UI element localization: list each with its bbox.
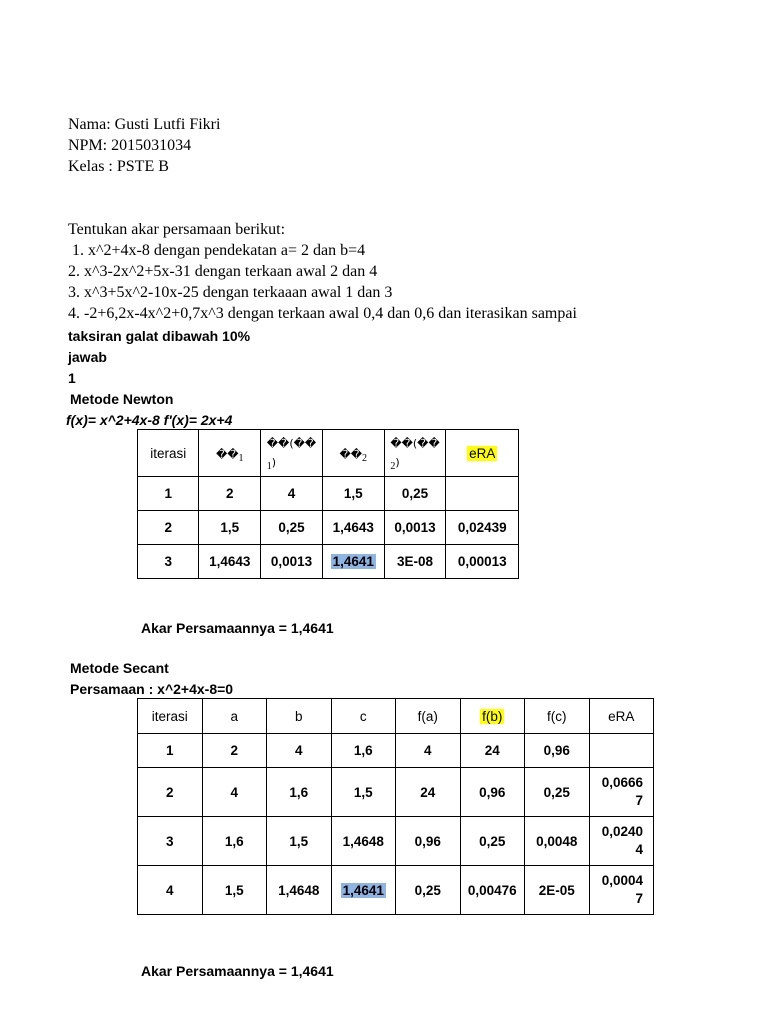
table-cell: 0,00476 bbox=[460, 866, 525, 915]
table-row bbox=[138, 866, 654, 915]
task-item-2: 2. x^3-2x^2+5x-31 dengan terkaan awal 2 dan 4 bbox=[68, 263, 378, 280]
table-row bbox=[138, 545, 519, 579]
header-era: eRA bbox=[589, 699, 654, 734]
table-row bbox=[138, 768, 654, 817]
table-cell: 1,5 bbox=[199, 511, 261, 545]
student-class: Kelas : PSTE B bbox=[68, 158, 169, 175]
task-item-4-continued: taksiran galat dibawah 10% bbox=[68, 328, 251, 344]
secant-header-row bbox=[138, 699, 654, 734]
header-f-x2: ��(�� $_2$) bbox=[384, 430, 446, 477]
table-cell: 4 bbox=[396, 734, 461, 768]
table-cell: 1 bbox=[138, 734, 203, 768]
newton-title: Metode Newton bbox=[70, 391, 174, 407]
secant-table bbox=[137, 698, 654, 915]
table-cell: 1,4648 bbox=[267, 866, 332, 915]
table-cell: 0,0048 bbox=[525, 817, 590, 866]
table-cell: 0,25 bbox=[525, 768, 590, 817]
table-cell: 0,96 bbox=[460, 768, 525, 817]
table-cell: 0,00047 bbox=[589, 866, 654, 915]
table-cell: 24 bbox=[396, 768, 461, 817]
table-row bbox=[138, 734, 654, 768]
table-cell: 0,02439 bbox=[446, 511, 519, 545]
header-fc: f(c) bbox=[525, 699, 590, 734]
table-cell: 1,6 bbox=[202, 817, 267, 866]
root-highlight: 1,4641 bbox=[332, 554, 374, 569]
root-highlight: 1,4641 bbox=[342, 882, 384, 898]
header-fa: f(a) bbox=[396, 699, 461, 734]
table-row bbox=[138, 477, 519, 511]
table-cell bbox=[446, 477, 519, 511]
table-cell: 2 bbox=[138, 511, 199, 545]
table-cell: 0,0013 bbox=[261, 545, 323, 579]
header-iterasi: iterasi bbox=[138, 699, 203, 734]
table-row bbox=[138, 817, 654, 866]
newton-formula: f(x)= x^2+4x-8 f'(x)= 2x+4 bbox=[66, 412, 233, 428]
newton-header-row bbox=[138, 430, 519, 477]
table-cell: 0,25 bbox=[460, 817, 525, 866]
table-cell: 4 bbox=[138, 866, 203, 915]
table-cell: 4 bbox=[261, 477, 323, 511]
table-row bbox=[138, 511, 519, 545]
newton-table bbox=[137, 429, 519, 579]
table-cell: 1,6 bbox=[267, 768, 332, 817]
table-cell: 1,4643 bbox=[322, 511, 384, 545]
task-intro: Tentukan akar persamaan berikut: bbox=[68, 221, 286, 238]
root-cell bbox=[331, 866, 396, 915]
table-cell: 0,96 bbox=[396, 817, 461, 866]
table-cell: 2 bbox=[138, 768, 203, 817]
table-cell: 0,06667 bbox=[589, 768, 654, 817]
table-cell: 0,25 bbox=[384, 477, 446, 511]
newton-result: Akar Persamaannya = 1,4641 bbox=[141, 620, 334, 636]
table-cell: 1,4643 bbox=[199, 545, 261, 579]
table-cell: 1,5 bbox=[202, 866, 267, 915]
table-cell: 3 bbox=[138, 545, 199, 579]
table-cell: 1,5 bbox=[331, 768, 396, 817]
task-item-4: 4. -2+6,2x-4x^2+0,7x^3 dengan terkaan awal 0,4 dan 0,6 dan iterasikan sampai bbox=[68, 305, 577, 322]
table-cell: 3E-08 bbox=[384, 545, 446, 579]
header-era: eRA bbox=[446, 430, 519, 477]
table-cell: 1,6 bbox=[331, 734, 396, 768]
table-cell: 0,0013 bbox=[384, 511, 446, 545]
table-cell: 1,5 bbox=[322, 477, 384, 511]
answer-number: 1 bbox=[68, 370, 76, 386]
table-cell: 1 bbox=[138, 477, 199, 511]
table-cell: 4 bbox=[202, 768, 267, 817]
header-x2: $��_2$ bbox=[322, 430, 384, 477]
table-cell: 4 bbox=[267, 734, 332, 768]
secant-equation: Persamaan : x^2+4x-8=0 bbox=[70, 681, 234, 697]
table-cell: 0,96 bbox=[525, 734, 590, 768]
task-item-1: 1. x^2+4x-8 dengan pendekatan a= 2 dan b=4 bbox=[68, 242, 366, 259]
table-cell: 2 bbox=[199, 477, 261, 511]
header-b: b bbox=[267, 699, 332, 734]
student-npm: NPM: 2015031034 bbox=[68, 137, 192, 154]
task-item-3: 3. x^3+5x^2-10x-25 dengan terkaaan awal 1 dan 3 bbox=[68, 284, 393, 301]
table-cell: 3 bbox=[138, 817, 203, 866]
secant-result: Akar Persamaannya = 1,4641 bbox=[141, 963, 334, 979]
table-cell: 1,5 bbox=[267, 817, 332, 866]
table-cell: 1,4648 bbox=[331, 817, 396, 866]
header-fb: f(b) bbox=[460, 699, 525, 734]
student-name: Nama: Gusti Lutfi Fikri bbox=[68, 116, 221, 133]
table-cell: 0,25 bbox=[261, 511, 323, 545]
answer-label: jawab bbox=[68, 349, 107, 365]
root-cell bbox=[322, 545, 384, 579]
table-cell: 0,02404 bbox=[589, 817, 654, 866]
table-cell bbox=[589, 734, 654, 768]
table-cell: 0,00013 bbox=[446, 545, 519, 579]
secant-title: Metode Secant bbox=[70, 660, 169, 676]
table-cell: 2E-05 bbox=[525, 866, 590, 915]
table-cell: 24 bbox=[460, 734, 525, 768]
header-x1: $��_1$ bbox=[199, 430, 261, 477]
table-cell: 0,25 bbox=[396, 866, 461, 915]
table-cell: 2 bbox=[202, 734, 267, 768]
header-a: a bbox=[202, 699, 267, 734]
header-c: c bbox=[331, 699, 396, 734]
header-f-x1: ��(�� $_1$) bbox=[261, 430, 323, 477]
header-iterasi: iterasi bbox=[138, 430, 199, 477]
